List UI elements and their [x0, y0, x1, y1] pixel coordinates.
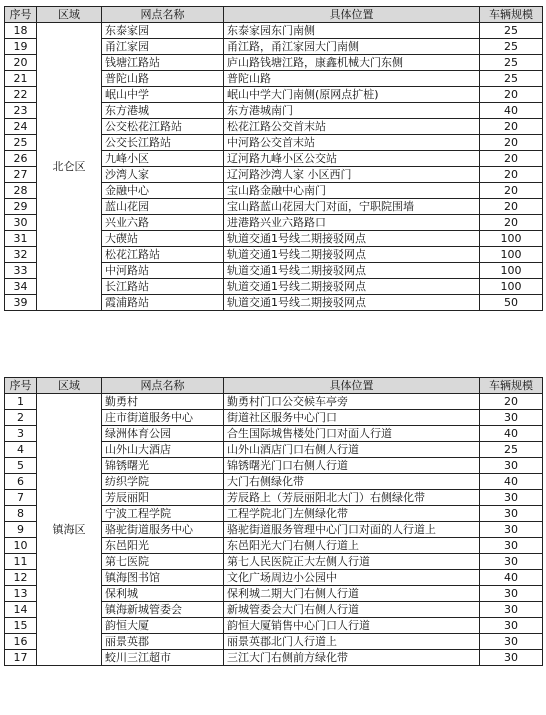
cell-location: 辽河路九峰小区公交站	[224, 151, 480, 167]
cell-capacity: 30	[480, 522, 543, 538]
cell-index: 8	[5, 506, 37, 522]
table-zhenhai	[4, 377, 543, 666]
cell-site-name: 保利城	[102, 586, 224, 602]
cell-capacity: 30	[480, 458, 543, 474]
cell-capacity: 30	[480, 602, 543, 618]
cell-index: 12	[5, 570, 37, 586]
cell-location: 宝山路蓝山花园大门对面，宁职院围墙	[224, 199, 480, 215]
cell-location: 文化广场周边小公园中	[224, 570, 480, 586]
cell-location: 勤勇村门口公交候车亭旁	[224, 394, 480, 410]
cell-location: 轨道交通1号线二期接驳网点	[224, 231, 480, 247]
cell-location: 普陀山路	[224, 71, 480, 87]
cell-index: 4	[5, 442, 37, 458]
cell-capacity: 30	[480, 650, 543, 666]
cell-index: 10	[5, 538, 37, 554]
cell-site-name: 九峰小区	[102, 151, 224, 167]
cell-capacity: 25	[480, 55, 543, 71]
cell-capacity: 20	[480, 167, 543, 183]
cell-site-name: 霞浦路站	[102, 295, 224, 311]
cell-site-name: 蛟川三江超市	[102, 650, 224, 666]
cell-capacity: 25	[480, 71, 543, 87]
cell-capacity: 20	[480, 119, 543, 135]
cell-index: 21	[5, 71, 37, 87]
cell-site-name: 中河路站	[102, 263, 224, 279]
cell-location: 进港路兴业六路路口	[224, 215, 480, 231]
cell-capacity: 40	[480, 426, 543, 442]
cell-location: 轨道交通1号线二期接驳网点	[224, 247, 480, 263]
table-row	[5, 394, 543, 410]
cell-capacity: 100	[480, 279, 543, 295]
cell-site-name: 松花江路站	[102, 247, 224, 263]
cell-index: 22	[5, 87, 37, 103]
cell-capacity: 30	[480, 410, 543, 426]
cell-site-name: 公交长江路站	[102, 135, 224, 151]
table-row	[5, 23, 543, 39]
cell-site-name: 镇海图书馆	[102, 570, 224, 586]
cell-site-name: 丽景英郡	[102, 634, 224, 650]
cell-index: 7	[5, 490, 37, 506]
cell-site-name: 大碶站	[102, 231, 224, 247]
cell-index: 20	[5, 55, 37, 71]
cell-site-name: 纺织学院	[102, 474, 224, 490]
cell-location: 辽河路沙湾人家 小区西门	[224, 167, 480, 183]
cell-site-name: 长江路站	[102, 279, 224, 295]
cell-site-name: 岷山中学	[102, 87, 224, 103]
cell-index: 24	[5, 119, 37, 135]
cell-site-name: 骆驼街道服务中心	[102, 522, 224, 538]
cell-index: 17	[5, 650, 37, 666]
cell-index: 30	[5, 215, 37, 231]
cell-capacity: 100	[480, 247, 543, 263]
cell-index: 39	[5, 295, 37, 311]
cell-location: 中河路公交首末站	[224, 135, 480, 151]
cell-site-name: 山外山大酒店	[102, 442, 224, 458]
header-location: 具体位置	[224, 378, 480, 394]
cell-site-name: 绿洲体育公园	[102, 426, 224, 442]
header-location: 具体位置	[224, 7, 480, 23]
cell-index: 32	[5, 247, 37, 263]
cell-location: 第七人民医院正大左侧人行道	[224, 554, 480, 570]
cell-site-name: 沙湾人家	[102, 167, 224, 183]
cell-capacity: 25	[480, 23, 543, 39]
cell-site-name: 金融中心	[102, 183, 224, 199]
header-capacity: 车辆规模	[480, 7, 543, 23]
cell-capacity: 20	[480, 215, 543, 231]
table-header-row	[5, 378, 543, 394]
cell-index: 15	[5, 618, 37, 634]
cell-location: 轨道交通1号线二期接驳网点	[224, 279, 480, 295]
cell-index: 27	[5, 167, 37, 183]
cell-capacity: 30	[480, 618, 543, 634]
cell-site-name: 庄市街道服务中心	[102, 410, 224, 426]
cell-region: 北仑区	[37, 23, 102, 311]
cell-location: 合生国际城售楼处门口对面人行道	[224, 426, 480, 442]
cell-site-name: 东邑阳光	[102, 538, 224, 554]
cell-capacity: 50	[480, 295, 543, 311]
table-beilun	[4, 6, 543, 311]
cell-index: 18	[5, 23, 37, 39]
cell-capacity: 100	[480, 231, 543, 247]
cell-index: 2	[5, 410, 37, 426]
cell-site-name: 宁波工程学院	[102, 506, 224, 522]
cell-location: 街道社区服务中心门口	[224, 410, 480, 426]
cell-index: 9	[5, 522, 37, 538]
cell-index: 31	[5, 231, 37, 247]
header-region: 区域	[37, 7, 102, 23]
header-index: 序号	[5, 378, 37, 394]
header-region: 区域	[37, 378, 102, 394]
cell-index: 29	[5, 199, 37, 215]
cell-capacity: 25	[480, 442, 543, 458]
cell-capacity: 30	[480, 506, 543, 522]
cell-capacity: 30	[480, 634, 543, 650]
cell-index: 5	[5, 458, 37, 474]
cell-index: 26	[5, 151, 37, 167]
cell-location: 宝山路金融中心南门	[224, 183, 480, 199]
cell-index: 1	[5, 394, 37, 410]
cell-capacity: 25	[480, 39, 543, 55]
cell-index: 3	[5, 426, 37, 442]
cell-site-name: 蓝山花园	[102, 199, 224, 215]
cell-region: 镇海区	[37, 394, 102, 666]
cell-location: 松花江路公交首末站	[224, 119, 480, 135]
cell-capacity: 20	[480, 199, 543, 215]
cell-capacity: 40	[480, 570, 543, 586]
cell-location: 韵恒大厦销售中心门口人行道	[224, 618, 480, 634]
cell-site-name: 锦锈曙光	[102, 458, 224, 474]
cell-capacity: 30	[480, 490, 543, 506]
cell-index: 23	[5, 103, 37, 119]
cell-location: 工程学院北门左侧绿化带	[224, 506, 480, 522]
cell-site-name: 东方港城	[102, 103, 224, 119]
cell-index: 14	[5, 602, 37, 618]
cell-capacity: 20	[480, 394, 543, 410]
cell-capacity: 30	[480, 554, 543, 570]
cell-site-name: 东泰家园	[102, 23, 224, 39]
cell-index: 28	[5, 183, 37, 199]
cell-location: 保利城二期大门右侧人行道	[224, 586, 480, 602]
cell-site-name: 韵恒大厦	[102, 618, 224, 634]
cell-capacity: 20	[480, 151, 543, 167]
cell-site-name: 第七医院	[102, 554, 224, 570]
cell-index: 19	[5, 39, 37, 55]
cell-capacity: 100	[480, 263, 543, 279]
cell-location: 庐山路钱塘江路，康鑫机械大门东侧	[224, 55, 480, 71]
cell-index: 6	[5, 474, 37, 490]
cell-location: 轨道交通1号线二期接驳网点	[224, 295, 480, 311]
cell-capacity: 20	[480, 135, 543, 151]
header-site-name: 网点名称	[102, 378, 224, 394]
cell-location: 东邑阳光大门右侧人行道上	[224, 538, 480, 554]
cell-location: 三江大门右侧前方绿化带	[224, 650, 480, 666]
header-site-name: 网点名称	[102, 7, 224, 23]
cell-site-name: 公交松花江路站	[102, 119, 224, 135]
cell-index: 11	[5, 554, 37, 570]
cell-index: 34	[5, 279, 37, 295]
header-capacity: 车辆规模	[480, 378, 543, 394]
cell-capacity: 40	[480, 474, 543, 490]
cell-site-name: 甬江家园	[102, 39, 224, 55]
cell-index: 25	[5, 135, 37, 151]
cell-location: 山外山酒店门口右侧人行道	[224, 442, 480, 458]
header-index: 序号	[5, 7, 37, 23]
cell-site-name: 普陀山路	[102, 71, 224, 87]
cell-capacity: 20	[480, 183, 543, 199]
cell-location: 岷山中学大门南侧(原网点扩桩)	[224, 87, 480, 103]
cell-location: 丽景英郡北门人行道上	[224, 634, 480, 650]
cell-location: 东方港城南门	[224, 103, 480, 119]
cell-location: 芳辰路上（芳辰丽阳北大门）右侧绿化带	[224, 490, 480, 506]
cell-index: 16	[5, 634, 37, 650]
cell-location: 大门右侧绿化带	[224, 474, 480, 490]
cell-index: 33	[5, 263, 37, 279]
cell-location: 骆驼街道服务管理中心门口对面的人行道上	[224, 522, 480, 538]
cell-capacity: 30	[480, 538, 543, 554]
cell-location: 甬江路，甬江家园大门南侧	[224, 39, 480, 55]
cell-site-name: 钱塘江路站	[102, 55, 224, 71]
cell-index: 13	[5, 586, 37, 602]
cell-site-name: 镇海新城管委会	[102, 602, 224, 618]
cell-capacity: 30	[480, 586, 543, 602]
cell-capacity: 20	[480, 87, 543, 103]
cell-site-name: 兴业六路	[102, 215, 224, 231]
cell-site-name: 勤勇村	[102, 394, 224, 410]
cell-location: 东泰家园东门南侧	[224, 23, 480, 39]
cell-location: 新城管委会大门右侧人行道	[224, 602, 480, 618]
table-header-row	[5, 7, 543, 23]
cell-location: 轨道交通1号线二期接驳网点	[224, 263, 480, 279]
cell-capacity: 40	[480, 103, 543, 119]
cell-location: 锦锈曙光门口右侧人行道	[224, 458, 480, 474]
cell-site-name: 芳辰丽阳	[102, 490, 224, 506]
